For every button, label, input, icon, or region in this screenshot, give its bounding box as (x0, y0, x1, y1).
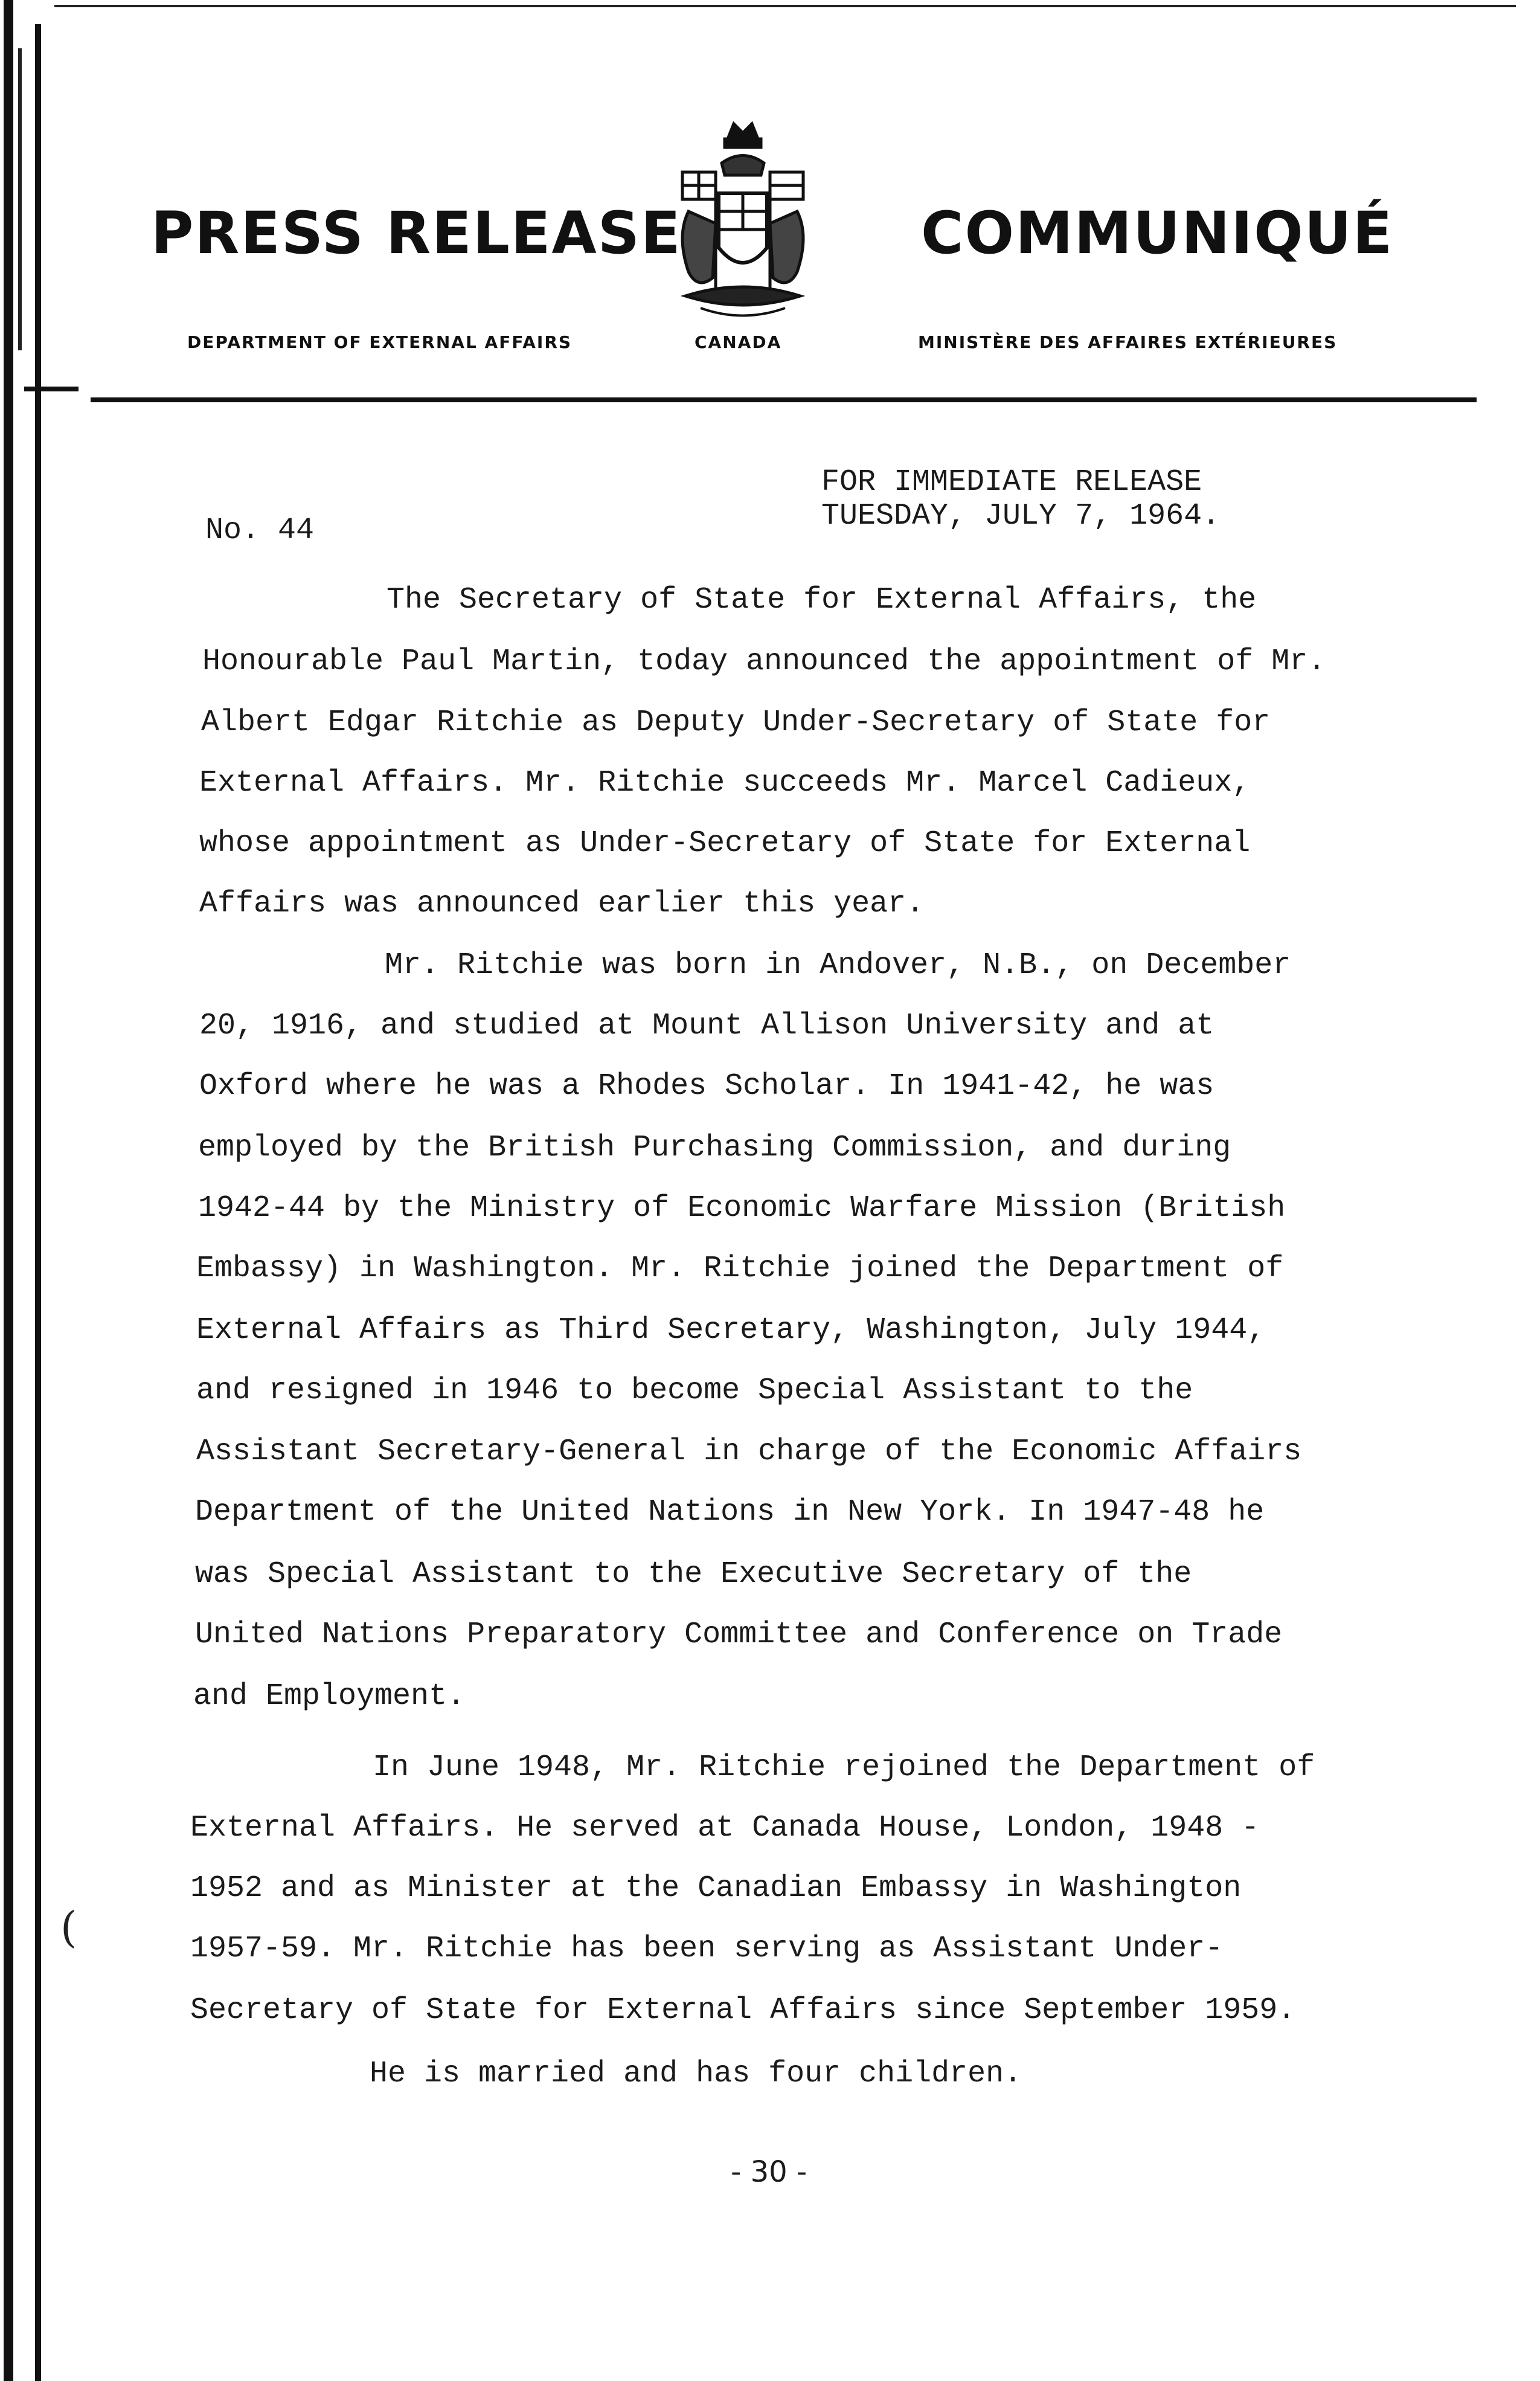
body-line: and Employment. (193, 1679, 466, 1714)
body-line: He is married and has four children. (370, 2057, 1022, 2091)
body-line: employed by the British Purchasing Commission, and during (198, 1131, 1231, 1165)
body-line: 20, 1916, and studied at Mount Allison University and at (199, 1009, 1214, 1043)
communique-title: COMMUNIQUÉ (921, 199, 1394, 267)
body-line: United Nations Preparatory Committee and Conference on Trade (195, 1618, 1283, 1652)
department-fr: MINISTÈRE DES AFFAIRES EXTÉRIEURES (918, 332, 1338, 352)
body-line: and resigned in 1946 to become Special Assistant to the (196, 1374, 1193, 1408)
body-line: Secretary of State for External Affairs since September 1959. (190, 1993, 1296, 2028)
body-line: Albert Edgar Ritchie as Deputy Under-Secretary of State for (201, 705, 1271, 740)
release-number: No. 44 (205, 513, 315, 548)
body-line: was Special Assistant to the Executive Secretary of the (195, 1557, 1192, 1592)
body-line: Department of the United Nations in New York. In 1947-48 he (195, 1495, 1265, 1529)
scan-edge (0, 0, 54, 2381)
body-line: External Affairs as Third Secretary, Washington, July 1944, (196, 1313, 1266, 1348)
body-line: Honourable Paul Martin, today announced the appointment of Mr. (202, 644, 1326, 679)
body-line: 1957-59. Mr. Ritchie has been serving as Assistant Under- (190, 1932, 1224, 1966)
canada-coat-of-arms-icon (664, 115, 821, 332)
scan-top-line (54, 5, 1516, 7)
body-line: Embassy) in Washington. Mr. Ritchie joined the Department of (196, 1252, 1284, 1286)
country-label: CANADA (695, 332, 782, 352)
body-line: Oxford where he was a Rhodes Scholar. In 1941-42, he was (199, 1069, 1214, 1104)
header-rule (91, 397, 1477, 402)
body-line: In June 1948, Mr. Ritchie rejoined the Department of (373, 1750, 1315, 1785)
body-line: whose appointment as Under-Secretary of State for External (199, 826, 1251, 861)
department-en: DEPARTMENT OF EXTERNAL AFFAIRS (187, 332, 573, 352)
press-release-title: PRESS RELEASE (151, 199, 682, 267)
body-line: External Affairs. He served at Canada House, London, 1948 - (190, 1811, 1260, 1845)
body-line: The Secretary of State for External Affairs, the (387, 583, 1257, 617)
body-line: Assistant Secretary-General in charge of the Economic Affairs (196, 1435, 1302, 1469)
body-line: Mr. Ritchie was born in Andover, N.B., on December (385, 948, 1291, 983)
margin-pencil-mark: ( (60, 1903, 77, 1952)
body-line: External Affairs. Mr. Ritchie succeeds Mr. Marcel Cadieux, (199, 766, 1251, 800)
page-number: - 30 - (731, 2155, 807, 2189)
body-line: Affairs was announced earlier this year. (199, 887, 925, 921)
body-line: 1952 and as Minister at the Canadian Embassy in Washington (190, 1871, 1242, 1906)
release-date: TUESDAY, JULY 7, 1964. (821, 499, 1221, 533)
body-line: 1942-44 by the Ministry of Economic Warfare Mission (British (198, 1191, 1286, 1226)
release-status: FOR IMMEDIATE RELEASE (821, 465, 1202, 500)
